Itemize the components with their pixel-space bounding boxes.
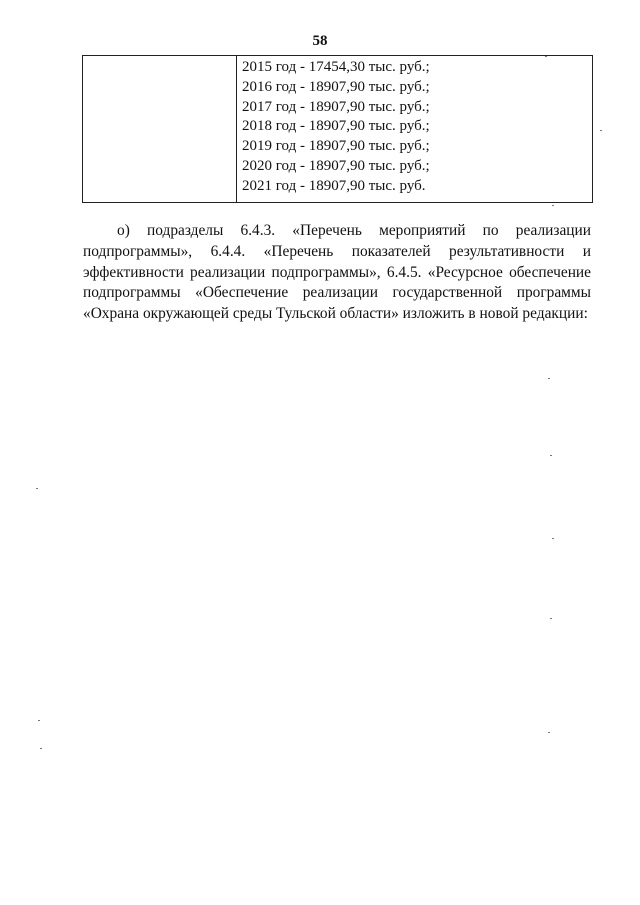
table-value-cell — [237, 56, 593, 203]
scan-speck — [550, 455, 552, 456]
scan-speck — [38, 720, 40, 721]
scan-speck — [550, 618, 552, 619]
amendment-paragraph — [83, 221, 591, 325]
scan-speck — [548, 732, 550, 733]
funding-line-2021: 2021 год - 18907,90 тыс. руб. — [242, 177, 426, 194]
scan-speck — [600, 130, 602, 131]
scan-speck — [545, 56, 547, 57]
page-number: 58 — [312, 33, 328, 49]
funding-line-2015: 2015 год - 17454,30 тыс. руб.; — [242, 59, 430, 75]
funding-line-2019: 2019 год - 18907,90 тыс. руб.; — [242, 138, 430, 155]
amendment-text: о) подразделы 6.4.3. «Перечень мероприятий по реализации подпрограммы», 6.4.4. «Перечень показателей результативности и эффективности реализации подпрограммы», 6.4.5. «Ресурсное обеспечение подпрограммы «Обеспечение реализации государственной программы «Охрана окружающей среды Тульской области» изложить в новой редакции: — [83, 222, 591, 323]
table-label-cell — [83, 56, 237, 203]
scan-speck — [548, 378, 550, 379]
scan-speck — [552, 205, 554, 206]
scan-speck — [552, 538, 554, 539]
funding-line-2020: 2020 год - 18907,90 тыс. руб.; — [242, 157, 430, 174]
table-row — [83, 56, 593, 203]
scan-speck — [40, 748, 42, 749]
funding-line-2017: 2017 год - 18907,90 тыс. руб.; — [242, 98, 430, 115]
scan-speck — [36, 488, 38, 489]
funding-table — [82, 55, 593, 203]
funding-line-2016: 2016 год - 18907,90 тыс. руб.; — [242, 78, 430, 95]
funding-line-2018: 2018 год - 18907,90 тыс. руб.; — [242, 118, 430, 135]
